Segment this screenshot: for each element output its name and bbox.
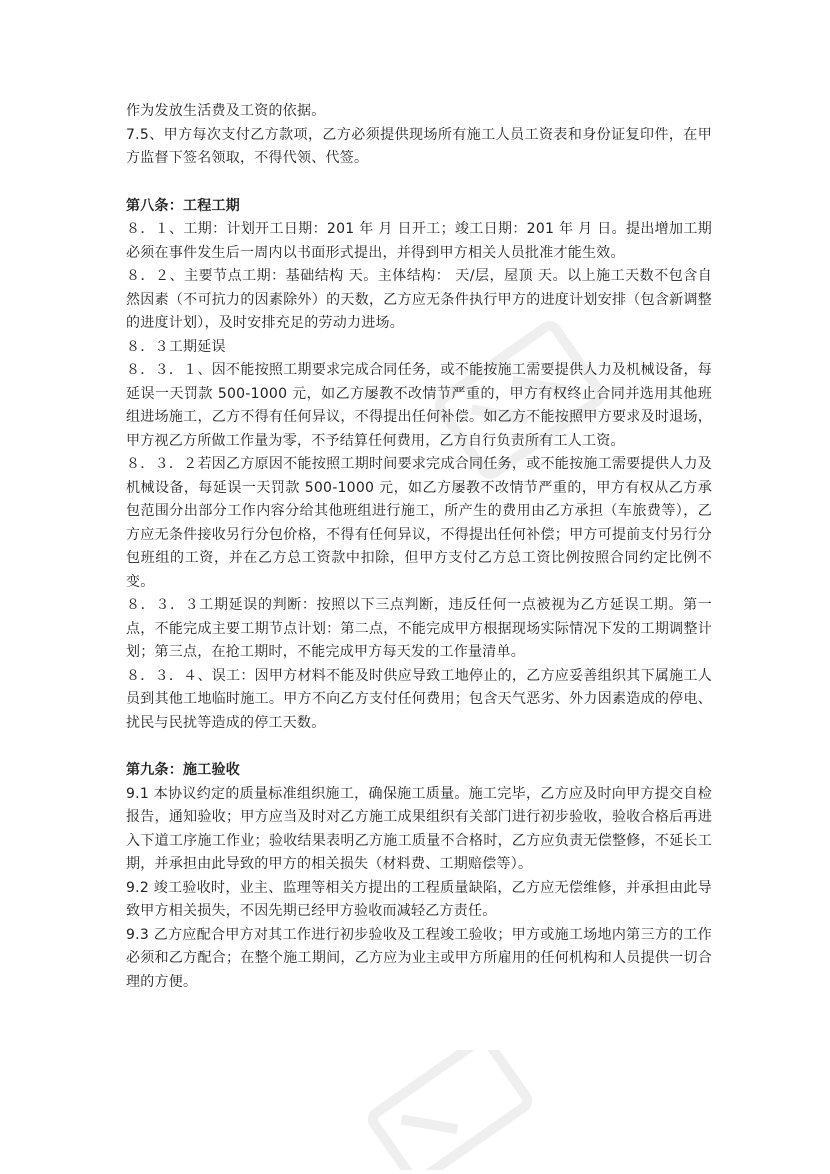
paragraph: ８．３工期延误: [126, 338, 226, 355]
paragraph: ８．２、主要节点工期：基础结构 天。主体结构： 天/层，屋顶 天。以上施工天数不包含自然因素（不可抗力的因素除外）的天数，乙方应无条件执行甲方的进度计划安排（包含新调整的进度计划），及时安排充足的劳动力进场。: [126, 268, 712, 331]
paragraph: 9.1 本协议约定的质量标准组织施工，确保施工质量。施工完毕，乙方应及时向甲方提交自检报告，通知验收；甲方应当及时对乙方施工成果组织有关部门进行初步验收，验收合格后再进入下道工序施工作业；验收结果表明乙方施工质量不合格时，乙方应负责无偿整修，不延长工期，并承担由此导致的甲方的相关损失（材料费、工期赔偿等）。: [126, 785, 712, 872]
paragraph: 作为发放生活费及工资的依据。: [126, 103, 326, 119]
paragraph: 9.3 乙方应配合甲方对其工作进行初步验收及工程竣工验收；甲方或施工场地内第三方的工作必须和乙方配合；在整个施工期间，乙方应为业主或甲方所雇用的任何机构和人员提供一切合理的方便。: [126, 926, 712, 990]
spacer: [126, 735, 712, 759]
paragraph: 7.5、甲方每次支付乙方款项，乙方必须提供现场所有施工人员工资表和身份证复印件，在甲方监督下签名领取，不得代领、代签。: [126, 126, 712, 166]
document-body: [126, 100, 712, 994]
spacer: [126, 171, 712, 195]
paragraph: ８．３．４、误工：因甲方材料不能及时供应导致工地停止的，乙方应妥善组织其下属施工人员到其他工地临时施工。甲方不向乙方支付任何费用；包含天气恶劣、外力因素造成的停电、扰民与民扰等造成的停工天数。: [126, 667, 712, 731]
article-8-heading: 第八条：工程工期: [126, 197, 240, 214]
paragraph: 9.2 竣工验收时，业主、监理等相关方提出的工程质量缺陷，乙方应无偿维修，并承担由此导致甲方相关损失，不因先期已经甲方验收而减轻乙方责任。: [126, 879, 712, 919]
paragraph: ８．１、工期：计划开工日期：201 年 月 日开工；竣工日期：201 年 月 日。提出增加工期必须在事件发生后一周内以书面形式提出，并得到甲方相关人员批准才能生效。: [126, 221, 712, 261]
paragraph: ８．３．１、因不能按照工期要求完成合同任务，或不能按施工需要提供人力及机械设备，每延误一天罚款 500-1000 元，如乙方屡教不改情节严重的，甲方有权终止合同并选用其他班组进场施工，乙方不得有任何异议，不得提出任何补偿。如乙方不能按照甲方要求及时退场，甲方视乙方所做工作量为零，不予结算任何费用，乙方自行负责所有工人工资。: [126, 362, 712, 449]
paragraph: ８．３．３工期延误的判断：按照以下三点判断，违反任何一点被视为乙方延误工期。第一点，不能完成主要工期节点计划：第二点，不能完成甲方根据现场实际情况下发的工期调整计划；第三点，在抢工期时，不能完成甲方每天发的工作量清单。: [126, 597, 712, 660]
article-9-heading: 第九条：施工验收: [126, 762, 240, 778]
paragraph: ８．３．２若因乙方原因不能按照工期时间要求完成合同任务，或不能按施工需要提供人力及机械设备，每延误一天罚款 500-1000 元，如乙方屡教不改情节严重的，甲方有权从乙方承包范围分出部分工作内容分给其他班组进行施工，所产生的费用由乙方承担（车旅费等），乙方应无条件接收另行分包价格，不得有任何异议，不得提出任何补偿；甲方可提前支付另行分包班组的工资，并在乙方总工资款中扣除，但甲方支付乙方总工资比例按照合同约定比例不变。: [126, 456, 712, 590]
watermark-logo: [350, 1050, 550, 1170]
